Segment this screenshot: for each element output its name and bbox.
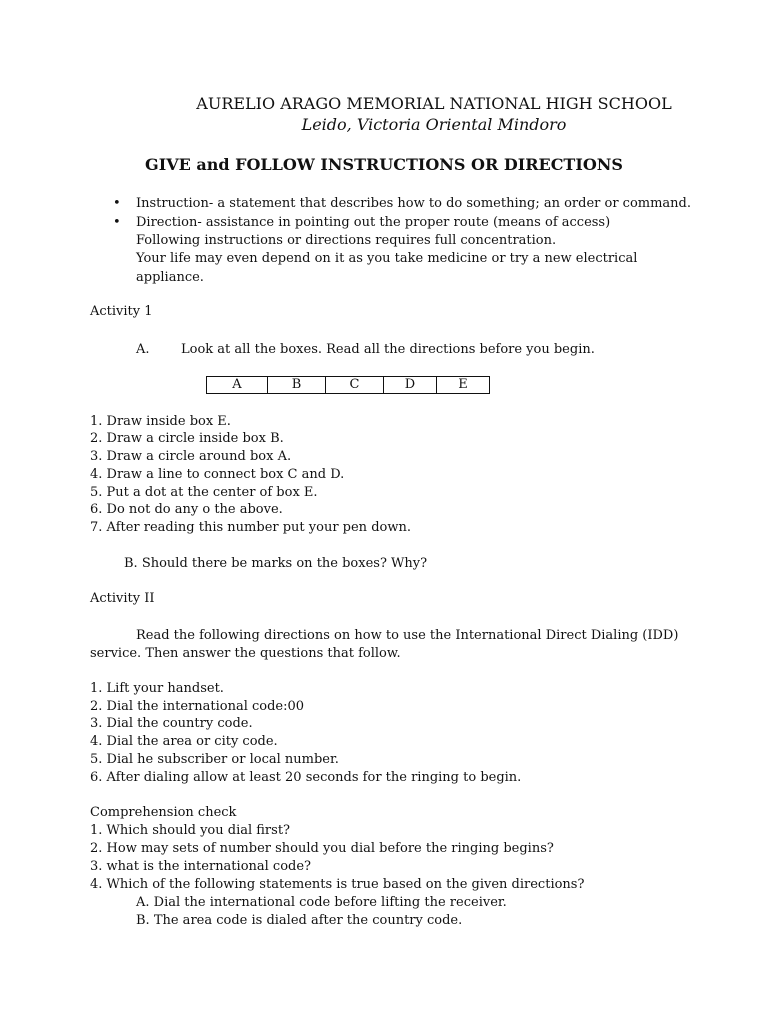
bullet-icon: • — [113, 215, 121, 230]
answer-choice: A. Dial the international code before lifting the receiver. — [136, 895, 507, 910]
step-item: 4. Dial the area or city code. — [90, 734, 278, 749]
school-location: Leido, Victoria Oriental Mindoro — [301, 115, 567, 134]
question-item: 3. what is the international code? — [90, 859, 312, 874]
document-title: GIVE and FOLLOW INSTRUCTIONS OR DIRECTIONS — [145, 155, 623, 174]
activity1-b-question: B. Should there be marks on the boxes? Why? — [124, 556, 428, 571]
box-c: C — [326, 377, 384, 394]
activity1-a-text: Look at all the boxes. Read all the directions before you begin. — [181, 342, 595, 357]
answer-choice: B. The area code is dialed after the country code. — [136, 913, 463, 928]
question-item: 2. How may sets of number should you dial before the ringing begins? — [90, 841, 554, 856]
box-b: B — [268, 377, 326, 394]
step-item: 1. Lift your handset. — [90, 681, 224, 696]
activity2-intro: Read the following directions on how to use the International Direct Dialing (IDD) — [136, 628, 679, 643]
activity2-intro: service. Then answer the questions that follow. — [90, 646, 401, 661]
step-item: 2. Dial the international code:00 — [90, 699, 305, 714]
instruction-definition: Instruction- a statement that describes how to do something; an order or command. — [136, 196, 692, 211]
step-item: 4. Draw a line to connect box C and D. — [90, 467, 345, 482]
step-item: 6. After dialing allow at least 20 seconds for the ringing to begin. — [90, 770, 522, 785]
school-name: AURELIO ARAGO MEMORIAL NATIONAL HIGH SCHOOL — [196, 94, 672, 113]
step-item: 7. After reading this number put your pen down. — [90, 520, 411, 535]
step-item: 3. Draw a circle around box A. — [90, 449, 292, 464]
step-item: 2. Draw a circle inside box B. — [90, 431, 284, 446]
definition-line: appliance. — [136, 270, 204, 285]
comprehension-heading: Comprehension check — [90, 805, 237, 820]
bullet-icon: • — [113, 196, 121, 211]
box-e: E — [437, 377, 490, 394]
question-item: 4. Which of the following statements is true based on the given directions? — [90, 877, 585, 892]
activity1-heading: Activity 1 — [90, 304, 153, 319]
step-item: 3. Dial the country code. — [90, 716, 253, 731]
step-item: 1. Draw inside box E. — [90, 414, 231, 429]
box-d: D — [384, 377, 437, 394]
step-item: 5. Dial he subscriber or local number. — [90, 752, 339, 767]
activity2-heading: Activity II — [90, 591, 155, 606]
activity1-a-marker: A. — [136, 342, 150, 357]
definition-line: Following instructions or directions requires full concentration. — [136, 233, 557, 248]
definition-line: Your life may even depend on it as you take medicine or try a new electrical — [136, 251, 638, 266]
step-item: 5. Put a dot at the center of box E. — [90, 485, 318, 500]
step-item: 6. Do not do any o the above. — [90, 502, 283, 517]
question-item: 1. Which should you dial first? — [90, 823, 291, 838]
letter-boxes — [206, 376, 490, 394]
box-a: A — [207, 377, 268, 394]
direction-definition: Direction- assistance in pointing out the proper route (means of access) — [136, 215, 611, 230]
